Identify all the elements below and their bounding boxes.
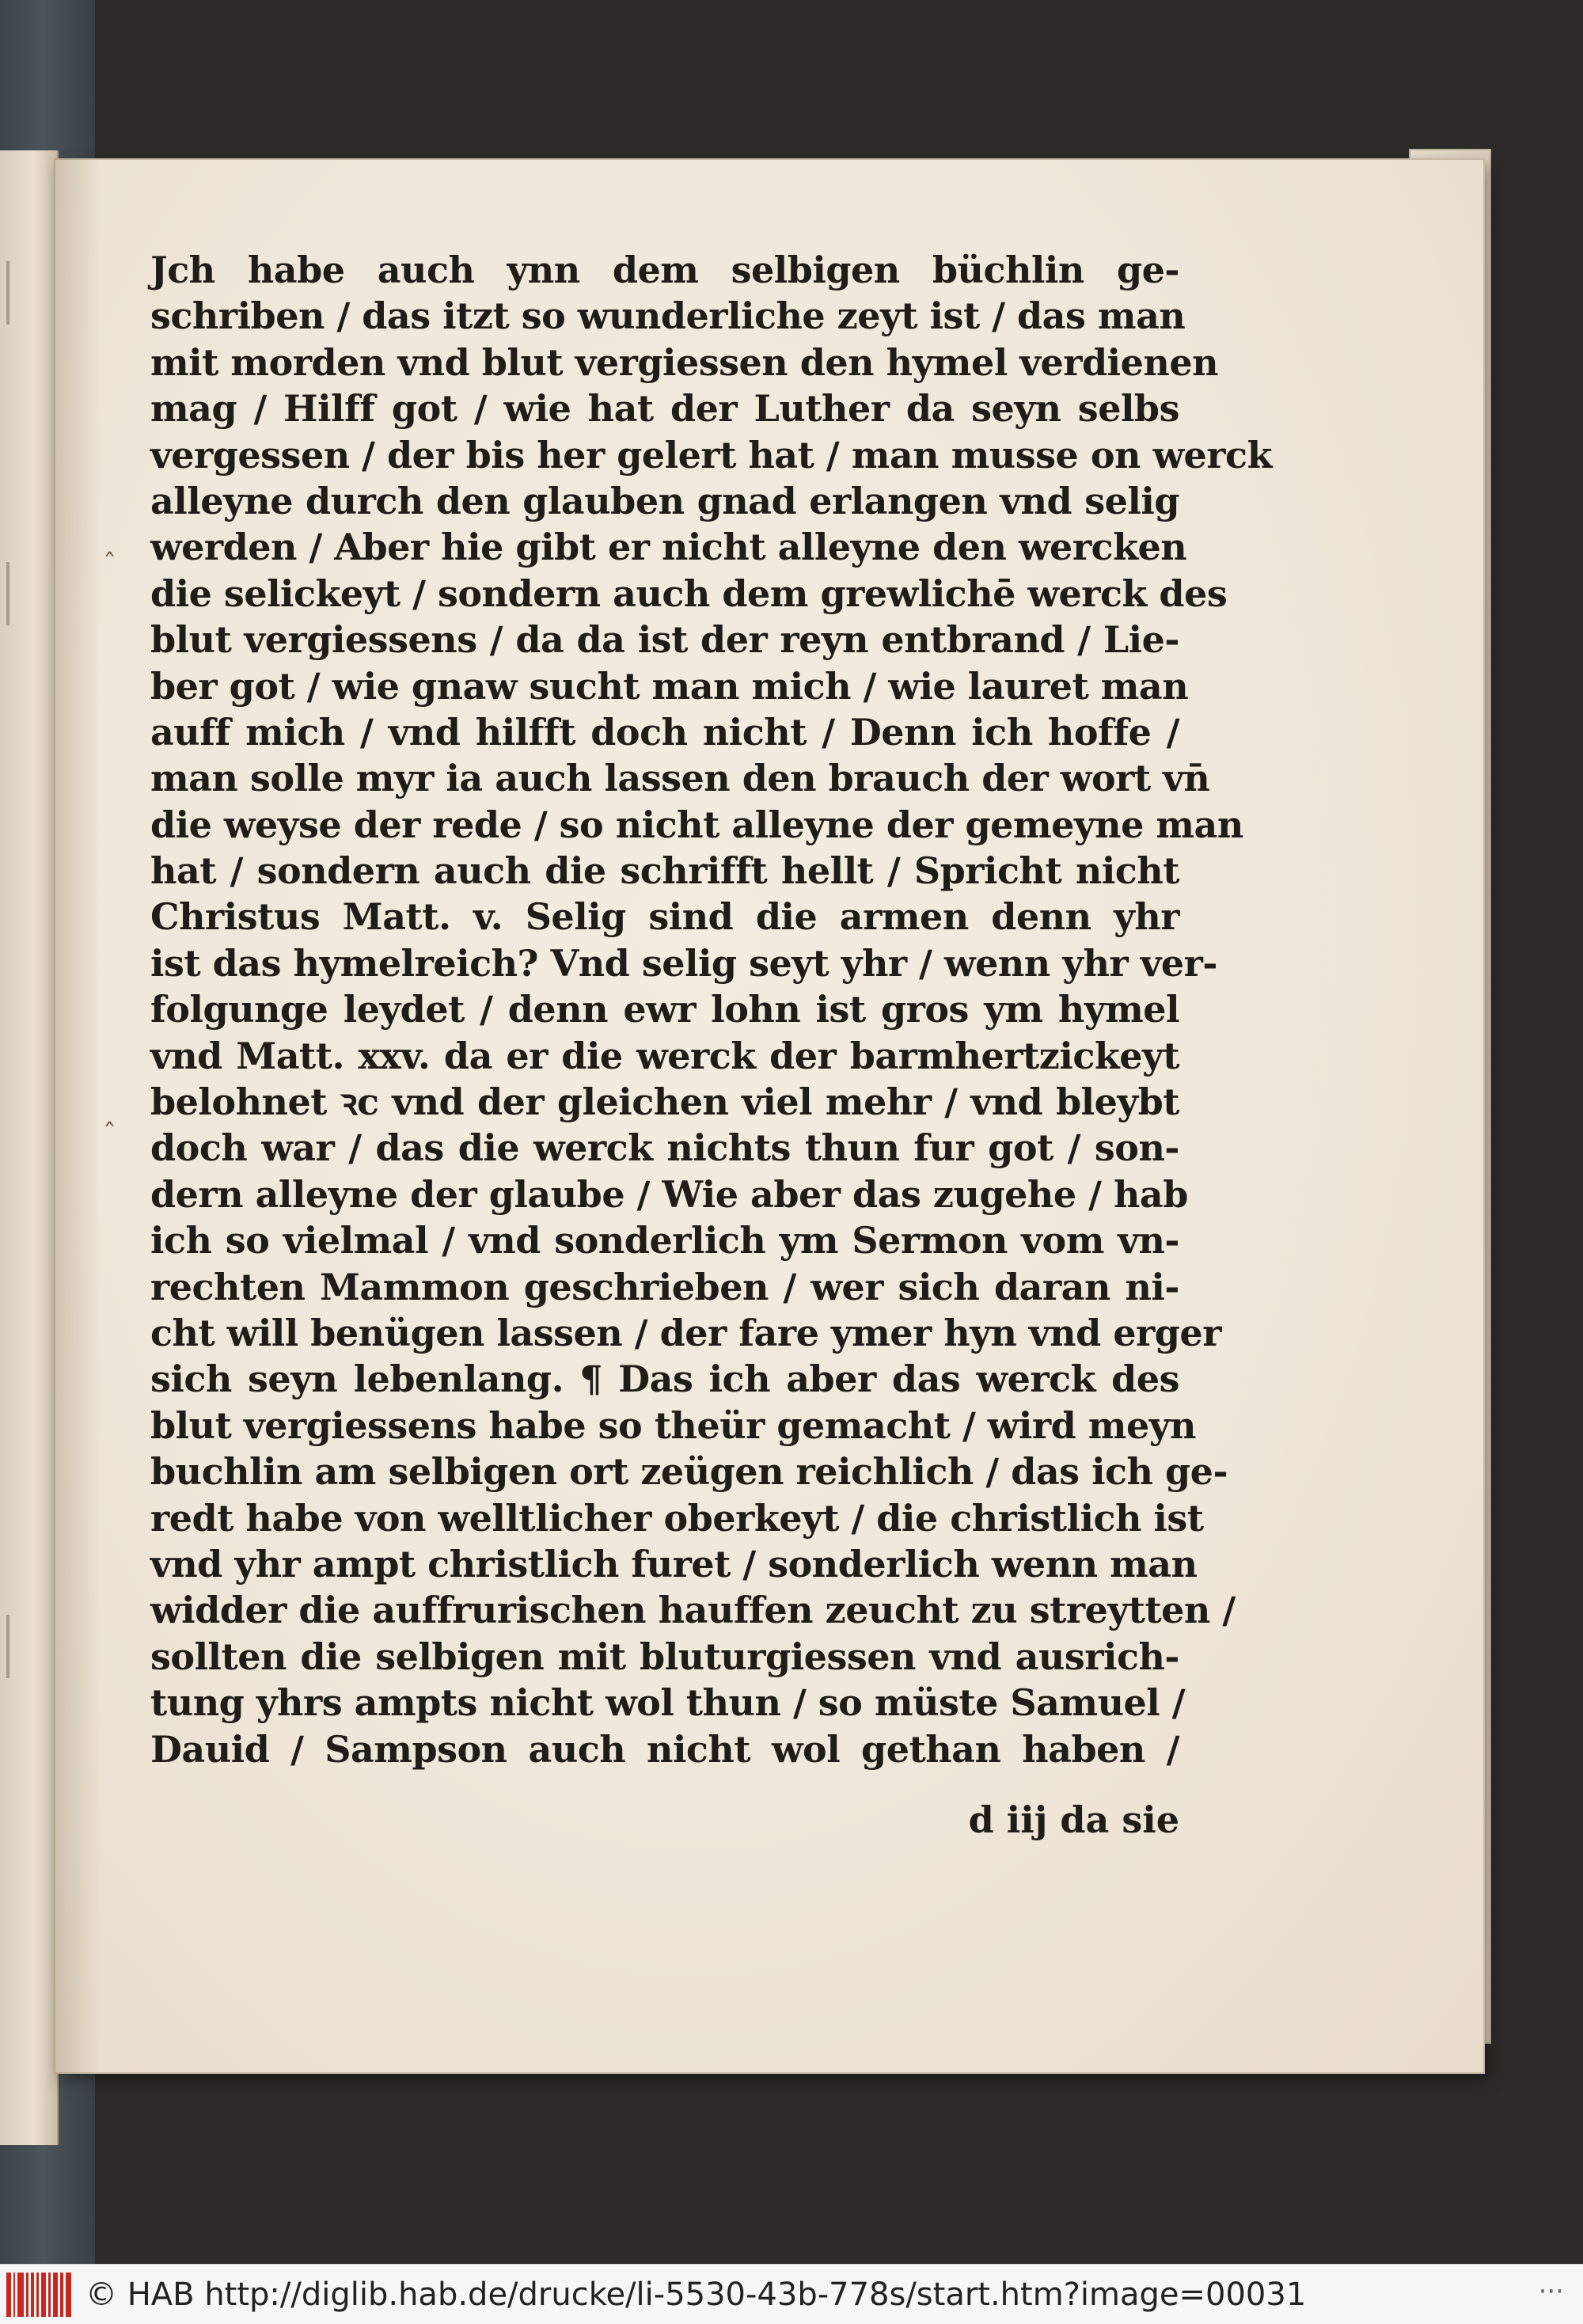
text-line: ich so vielmal / vnd sonderlich ym Sermon vom vn-	[150, 1219, 1179, 1263]
text-line: buchlin am selbigen ort zeügen reichlich / das ich ge-	[150, 1450, 1228, 1494]
hab-logo-icon	[6, 2273, 71, 2317]
prev-page-mark	[6, 261, 28, 325]
text-line: rechten Mammon geschrieben / wer sich daran ni-	[150, 1265, 1179, 1308]
prev-page-mark	[6, 562, 28, 625]
text-line: man solle myr ia auch lassen den brauch der wort vn̄	[150, 757, 1210, 800]
text-line: hat / sondern auch die schrifft hellt / Spricht nicht	[150, 849, 1179, 893]
text-line: doch war / das die werck nichts thun fur got / son-	[150, 1126, 1179, 1170]
text-line: die selickeyt / sondern auch dem grewlichē werck des	[150, 572, 1228, 615]
text-line: ist das hymelreich? Vnd selig seyt yhr / wenn yhr ver-	[150, 941, 1218, 985]
text-line: vnd yhr ampt christlich furet / sonderlich wenn man	[150, 1542, 1198, 1585]
text-line: sich seyn lebenlang. ¶ Das ich aber das werck des	[150, 1358, 1179, 1401]
text-line: auff mich / vnd hilfft doch nicht / Denn ich hoffe /	[150, 710, 1179, 754]
text-line: vnd Matt. xxv. da er die werck der barmhertzickeyt	[150, 1034, 1179, 1077]
text-line: die weyse der rede / so nicht alleyne der gemeyne man	[150, 803, 1243, 846]
text-line: cht will benügen lassen / der fare ymer hyn vnd erger	[150, 1311, 1221, 1354]
prev-page-mark	[6, 1615, 28, 1678]
copyright-url[interactable]: © HAB http://diglib.hab.de/drucke/li-5530-43b-778s/start.htm?image=00031	[85, 2277, 1307, 2313]
catchword-signature: d iij da sie	[968, 1798, 1179, 1841]
text-line: Christus Matt. v. Selig sind die armen denn yhr	[150, 895, 1179, 939]
text-line: redt habe von welltlicher oberkeyt / die christlich ist	[150, 1496, 1204, 1540]
previous-page-edge	[0, 150, 59, 2145]
text-line: sollten die selbigen mit bluturgiessen vnd ausrich-	[150, 1635, 1179, 1678]
text-line: schriben / das itzt so wunderliche zeyt ist / das man	[150, 294, 1186, 338]
text-line: folgunge leydet / denn ewr lohn ist gros ym hymel	[150, 988, 1179, 1031]
margin-mark: ˆ	[103, 1118, 116, 1150]
text-line: werden / Aber hie gibt er nicht alleyne den wercken	[150, 526, 1187, 569]
margin-mark: ˆ	[103, 549, 116, 580]
page-text	[150, 247, 1272, 1772]
caption-bar	[0, 2264, 1583, 2324]
text-line: dern alleyne der glaube / Wie aber das zugehe / hab	[150, 1172, 1188, 1216]
text-line: blut vergiessens habe so theür gemacht / wird meyn	[150, 1403, 1196, 1447]
text-line: mit morden vnd blut vergiessen den hymel verdienen	[150, 340, 1219, 384]
more-menu-icon[interactable]: ···	[1538, 2276, 1564, 2307]
text-line: belohnet ꝛc vnd der gleichen viel mehr / vnd bleybt	[150, 1080, 1179, 1124]
text-line: mag / Hilff got / wie hat der Luther da seyn selbs	[150, 387, 1179, 431]
text-line: ber got / wie gnaw sucht man mich / wie lauret man	[150, 664, 1189, 708]
text-line: blut vergiessens / da da ist der reyn entbrand / Lie-	[150, 618, 1179, 662]
text-line: vergessen / der bis her gelert hat / man musse on werck	[150, 433, 1272, 477]
text-line: tung yhrs ampts nicht wol thun / so müste Samuel /	[150, 1681, 1186, 1725]
text-line: Jch habe auch ynn dem selbigen büchlin ge-	[150, 249, 1179, 291]
text-line: widder die auffrurischen hauffen zeucht zu streytten /	[150, 1589, 1236, 1632]
text-line: alleyne durch den glauben gnad erlangen vnd selig	[150, 479, 1179, 522]
text-line: Dauid / Sampson auch nicht wol gethan haben /	[150, 1727, 1179, 1771]
